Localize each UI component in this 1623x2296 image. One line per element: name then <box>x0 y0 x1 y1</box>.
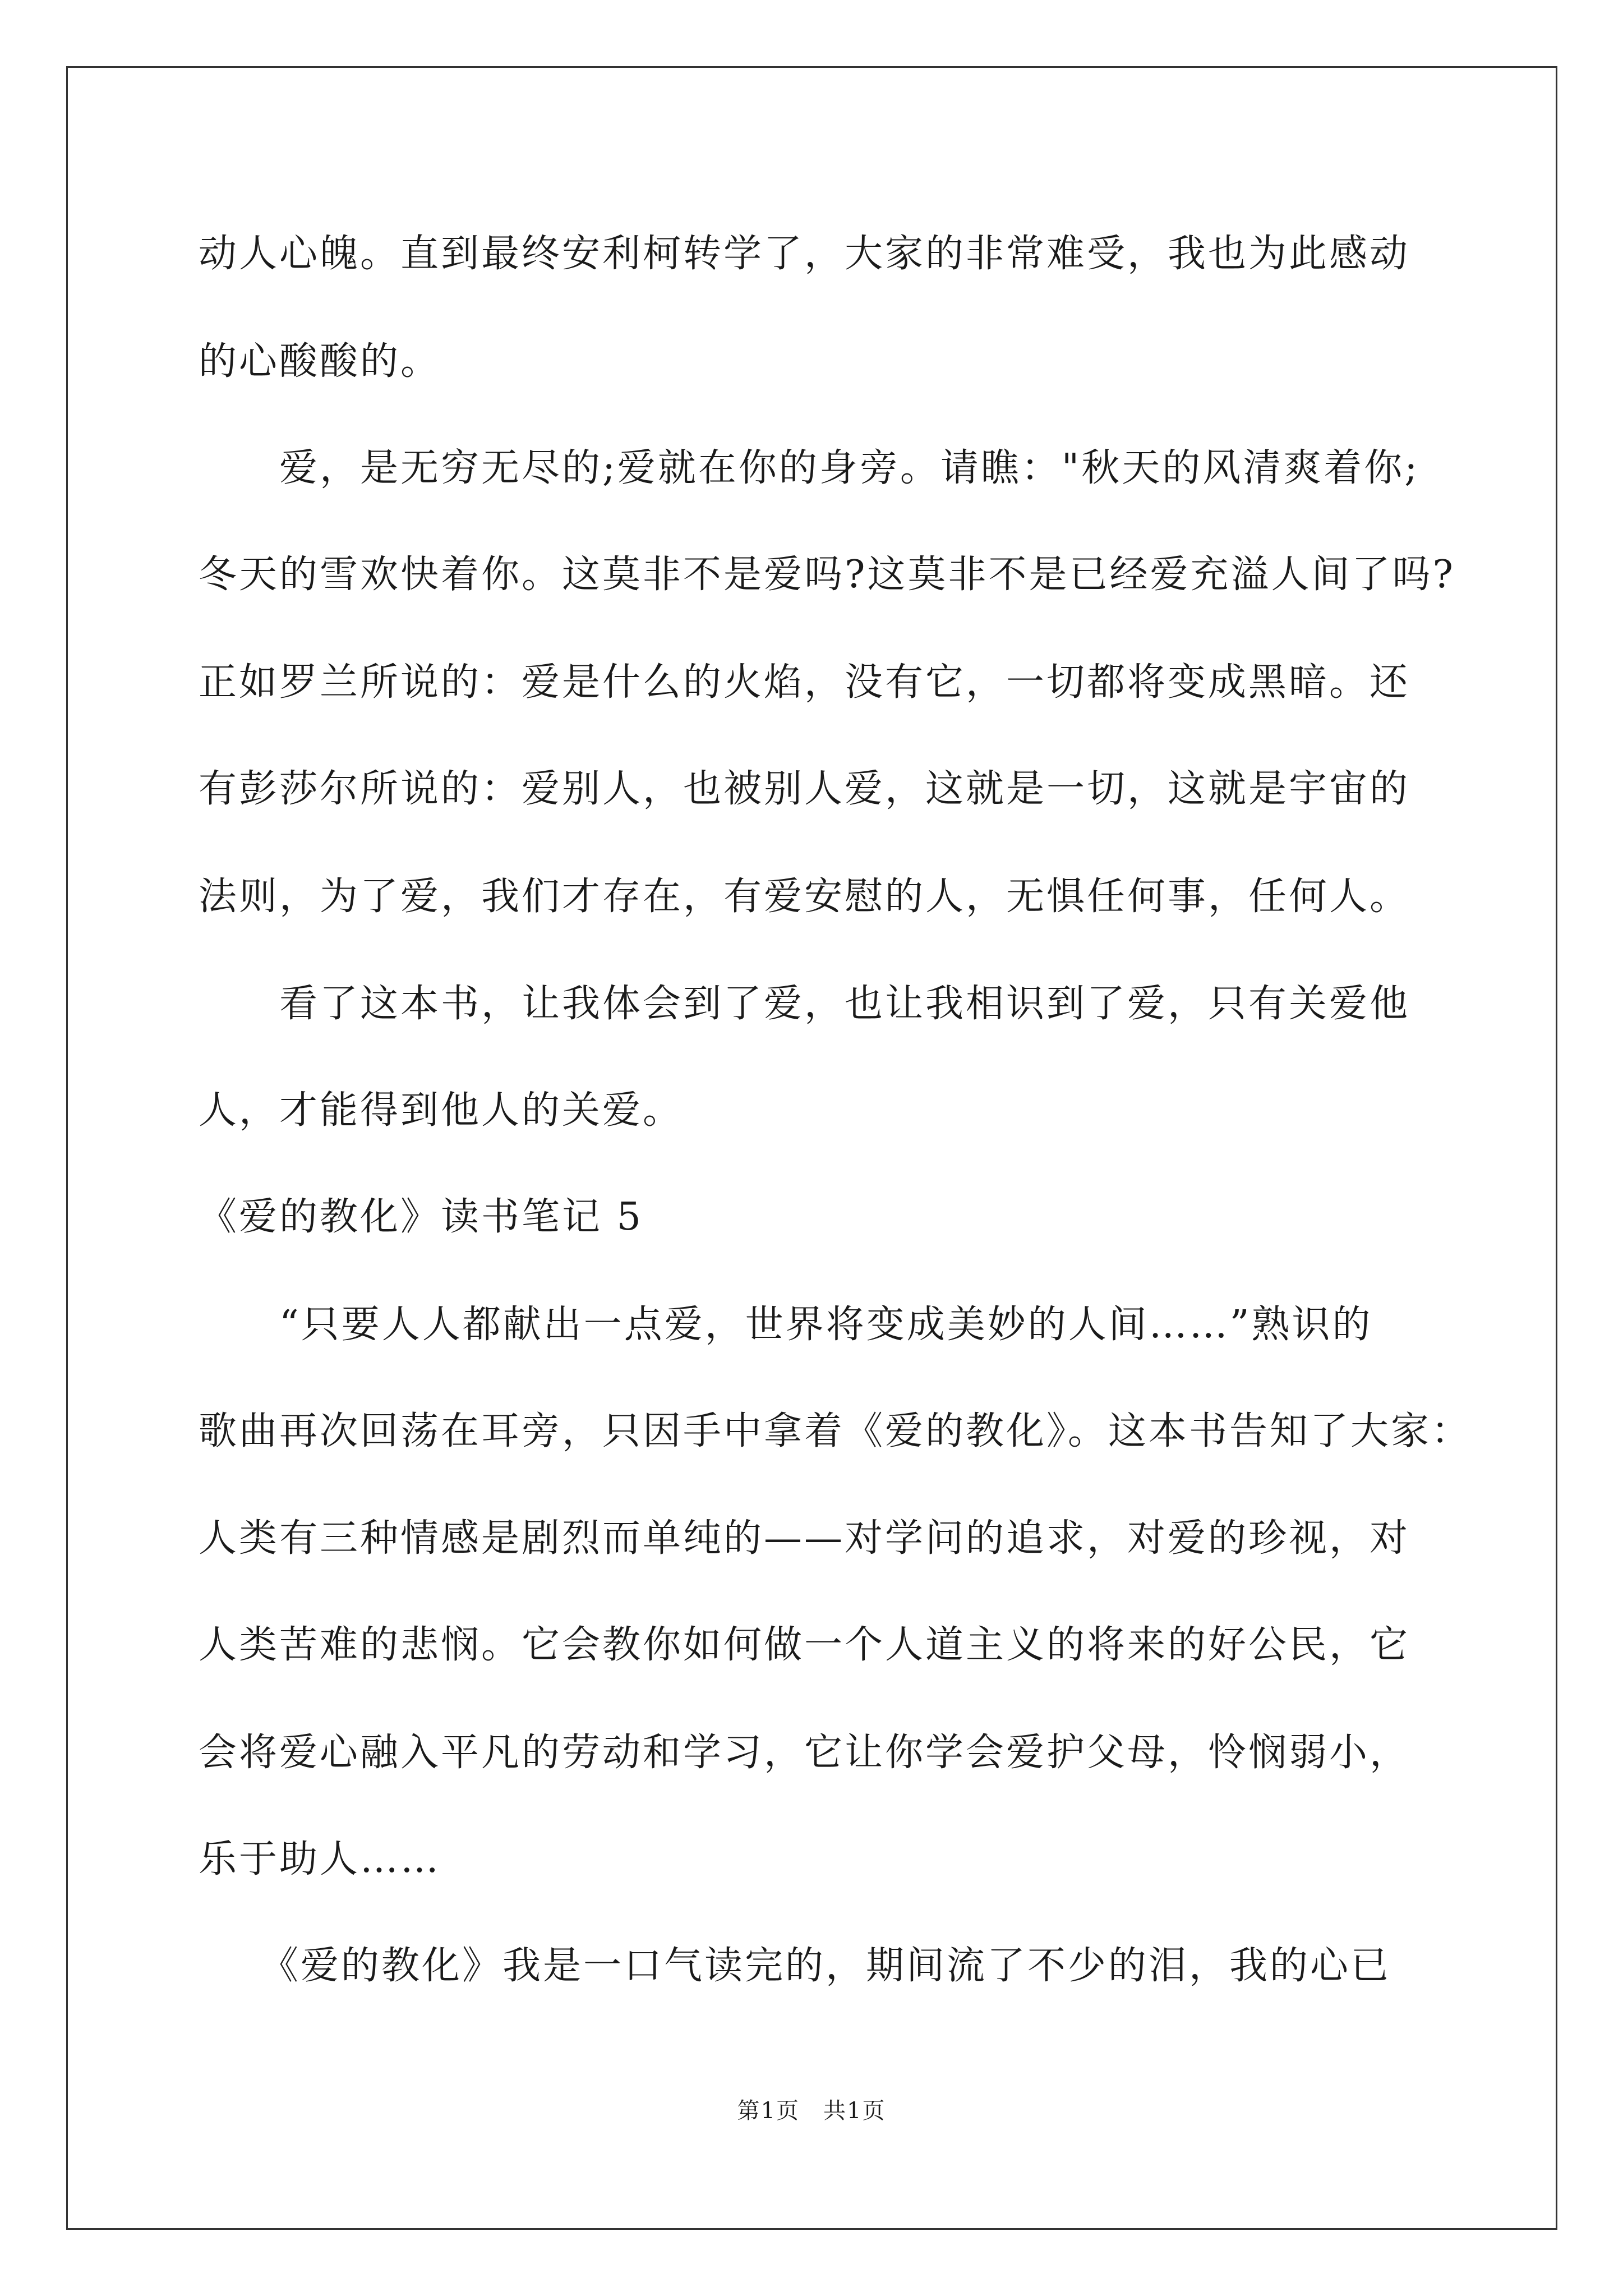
paragraph-line-6: 有彭莎尔所说的：爱别人，也被别人爱，这就是一切，这就是宇宙的 <box>199 767 1410 811</box>
paragraph-line-8: 看了这本书，让我体会到了爱，也让我相识到了爱，只有关爱他 <box>199 982 1410 1026</box>
paragraph-line-14: 人类苦难的悲悯。它会教你如何做一个人道主义的将来的好公民，它 <box>199 1623 1410 1667</box>
paragraph-line-12: 歌曲再次回荡在耳旁，只因手中拿着《爱的教化》。这本书告知了大家： <box>199 1409 1472 1453</box>
paragraph-line-1: 动人心魄。直到最终安利柯转学了，大家的非常难受，我也为此感动 <box>199 232 1410 276</box>
section-heading: 《爱的教化》读书笔记 5 <box>199 1195 643 1239</box>
paragraph-line-4: 冬天的雪欢快着你。这莫非不是爱吗?这莫非不是已经爱充溢人间了吗? <box>199 553 1455 597</box>
paragraph-line-7: 法则，为了爱，我们才存在，有爱安慰的人，无惧任何事，任何人。 <box>199 875 1410 919</box>
page-border <box>66 66 1557 2230</box>
page-footer: 第1页 共1页 <box>737 2098 886 2124</box>
paragraph-line-2: 的心酸酸的。 <box>199 339 441 384</box>
paragraph-line-16: 乐于助人…… <box>199 1837 441 1881</box>
paragraph-line-15: 会将爱心融入平凡的劳动和学习，它让你学会爱护父母，怜悯弱小， <box>199 1731 1410 1775</box>
paragraph-line-11: “只要人人都献出一点爱，世界将变成美妙的人间……”熟识的 <box>199 1303 1373 1347</box>
paragraph-line-5: 正如罗兰所说的：爱是什么的火焰，没有它，一切都将变成黑暗。还 <box>199 660 1410 705</box>
paragraph-line-17: 《爱的教化》我是一口气读完的，期间流了不少的泪，我的心已 <box>199 1944 1391 1988</box>
paragraph-line-9: 人，才能得到他人的关爱。 <box>199 1088 684 1133</box>
paragraph-line-13: 人类有三种情感是剧烈而单纯的——对学问的追求，对爱的珍视，对 <box>199 1516 1410 1561</box>
paragraph-line-3: 爱，是无穷无尽的;爱就在你的身旁。请瞧："秋天的风清爽着你; <box>199 446 1420 490</box>
